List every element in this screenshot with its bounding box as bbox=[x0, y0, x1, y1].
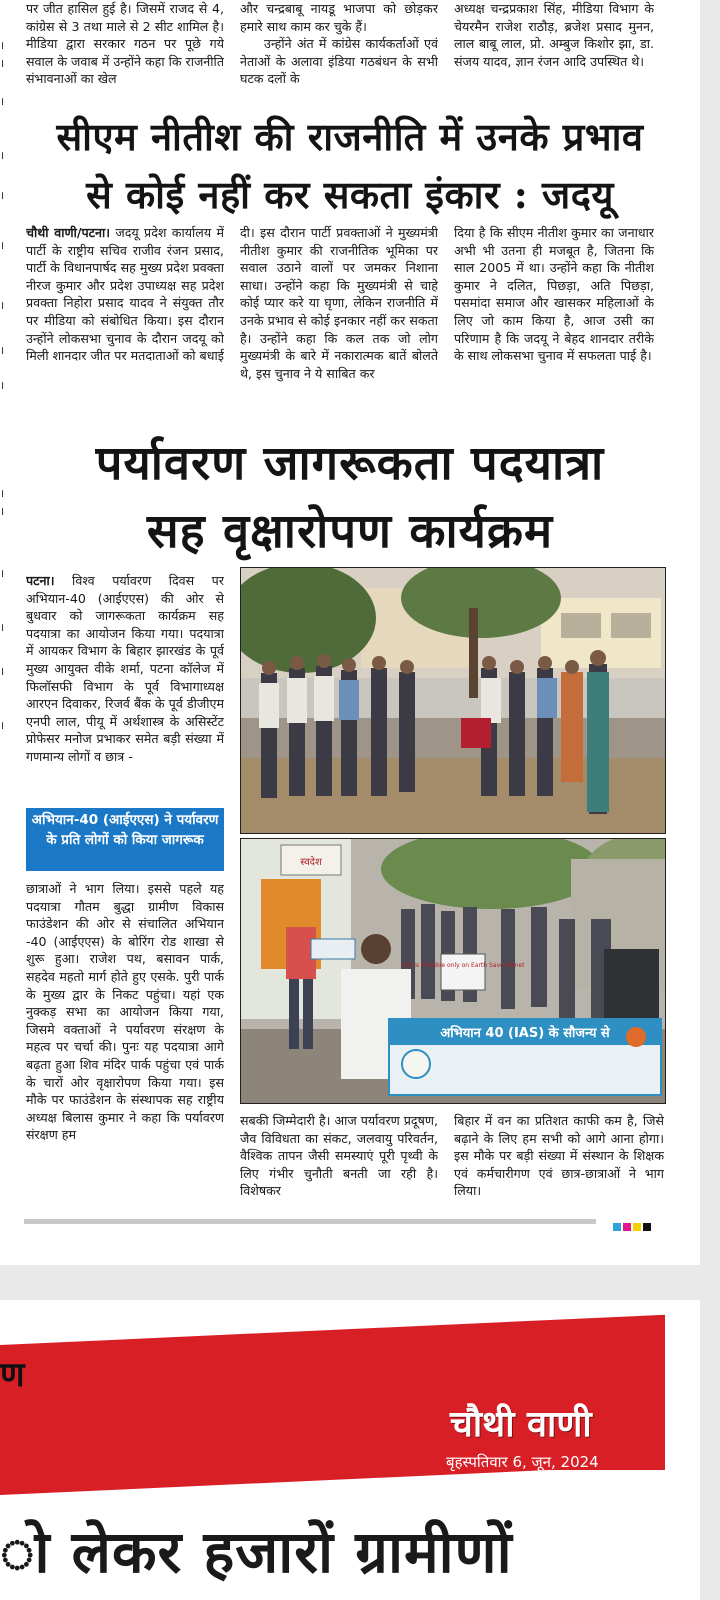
top-column-1 bbox=[26, 0, 224, 94]
story2-column-3-text: बिहार में वन का प्रतिशत काफी कम है, जिसे बढ़ाने के लिए हम सभी को आगे आना होगा। इस मौके पर बड़ी संख्या में संस्थान के शिक्षक एवं कर्मचारीगण एवं छात्र-छात्राओं ने भाग लिया। bbox=[454, 1113, 664, 1199]
headline-nitish bbox=[0, 108, 700, 224]
swatch-magenta bbox=[623, 1223, 631, 1231]
story1-dateline: चौथी वाणी/पटना। bbox=[26, 225, 111, 240]
headline-environment-line2: सह वृक्षारोपण कार्यक्रम bbox=[146, 504, 554, 559]
story1-column-1-text: जदयू प्रदेश कार्यालय में पार्टी के राष्ट्रीय सचिव राजीव रंजन प्रसाद, पार्टी के विधानपार्षद सह मुख्य प्रदेश प्रवक्ता नीरज कुमार और प्रदेश उपाध्यक्ष सह प्रदेश प्रवक्ता निहोरा प्रसाद यादव ने संयुक्त तौर पर मीडिया को संबोधित किया। इस दौरान उन्होंने लोकसभा चुनाव के दौरान जदयू को मिली शानदार जीत पर मतदाताओं को बधाई bbox=[26, 225, 224, 364]
story2-column-1-text-a: विश्व पर्यावरण दिवस पर अभियान-40 (आईएएस) की ओर से बुधवार को जागरूकता कार्यक्रम सह पदयात्रा का आयोजन किया गया। पदयात्रा में आयकर विभाग के बिहार झारखंड के पूर्व मुख्य आयुक्त वीके शर्मा, पटना कॉलेज में फिलॉसफी विभाग के पूर्व विभागाध्यक्ष आरएन दिवाकर, रिजर्व बैंक के पूर्व डीजीएम एनपी लाल, पीयू में अर्थशास्त्र के असिस्टेंट प्रोफेसर मनोज प्रभाकर समेत बड़ी संख्या में गणमान्य लोगों व छात्र - bbox=[26, 573, 224, 764]
swatch-black bbox=[643, 1223, 651, 1231]
story1-column-3 bbox=[454, 224, 654, 400]
story2-column-3 bbox=[454, 1112, 664, 1204]
top-column-3 bbox=[454, 0, 654, 94]
top-column-2 bbox=[240, 0, 438, 94]
placard-text: Life is Possible only on Earth Save Planet bbox=[401, 962, 525, 969]
banner-text: अभियान 40 (IAS) के सौजन्य से bbox=[440, 1026, 610, 1041]
shop-sign-text: स्वदेश bbox=[300, 857, 322, 868]
headline-environment bbox=[0, 430, 700, 566]
headline-environment-line1: पर्यावरण जागरूकता पदयात्रा bbox=[95, 436, 605, 491]
top-column-2-text-b: उन्होंने अंत में कांग्रेस कार्यकर्ताओं एवं नेताओं के अलावा इंडिया गठबंधन के सभी घटक दलों के bbox=[240, 36, 438, 87]
top-column-3-text: अध्यक्ष चन्द्रप्रकाश सिंह, मीडिया विभाग के चेयरमैन राजेश राठौड़, ब्रजेश प्रसाद मुनन, लाल बाबू लाल, प्रो. अम्बुज किशोर झा, डा. संजय यादव, ज्ञान रंजन आदि उपस्थित थे। bbox=[454, 1, 654, 69]
headline-nitish-line2: से कोई नहीं कर सकता इंकार : जदयू bbox=[86, 172, 614, 217]
issue-date: बृहस्पतिवार 6, जून, 2024 bbox=[446, 1453, 599, 1471]
print-color-swatches bbox=[613, 1216, 653, 1235]
callout-box: अभियान-40 (आईएएस) ने पर्यावरण के प्रति लोगों को किया जागरूक bbox=[26, 808, 224, 871]
story1-column-3-text: दिया है कि सीएम नीतीश कुमार का जनाधार अभी भी उतना ही मजबूत है, जितना कि साल 2005 में था। उन्होंने कहा कि नीतीश कुमार ने दलित, पिछड़ा, अति पिछड़ा, पसमांदा समाज और खासकर महिलाओं के लिए जो काम किया है, आज उसी का परिणाम है कि जदयू ने बेहद शानदार तरीके के साथ लोकसभा चुनाव में सफलता पाई है। bbox=[454, 225, 654, 364]
story2-column-1-bottom bbox=[26, 880, 224, 1202]
column-edge-marks: । । । । । । । । । । । । । । । bbox=[0, 39, 5, 732]
story2-column-1-top bbox=[26, 572, 224, 800]
story2-column-1-text-b: छात्राओं ने भाग लिया। इससे पहले यह पदयात्रा गौतम बुद्धा ग्रामीण विकास फाउंडेशन की ओर से संचालित अभियान -40 (आईएएस) के बोरिंग रोड शाखा से शुरू हुआ। राजेश पथ, बसावन पार्क, सहदेव महतो मार्ग होते हुए एसके. पुरी पार्क के मुख्य द्वार के निकट पहुंचा। यहां एक नुक्कड़ सभा का आयोजन किया गया, जिसमे वक्ताओं ने पर्यावरण संरक्षण के महत्व पर चर्चा की। पुनः यह पदयात्रा आगे बढ़ता हुआ शिव मंदिर पार्क पहुंचा एवं पार्क के चारों ओर वृक्षारोपण किया गया। इस मौके पर फाउंडेशन के संस्थापक सह राष्ट्रीय अध्यक्ष बिलास कुमार ने कहा कि पर्यावरण संरक्षण हम bbox=[26, 881, 224, 1143]
top-column-1-text: पर जीत हासिल हुई है। जिसमें राजद से 4, कांग्रेस से 3 तथा माले से 2 सीट शामिल है। मीडिया द्वारा सरकार गठन पर पूछे गये सवाल के जवाब में उन्होंने कहा कि राजनीति संभावनाओं का खेल bbox=[26, 1, 224, 87]
newspaper-logo: चौथी वाणी bbox=[450, 1403, 592, 1445]
next-page bbox=[0, 1300, 700, 1600]
photo-group-plantation bbox=[240, 567, 666, 834]
masthead-fragment: ण bbox=[0, 1355, 25, 1395]
photo-group-plantation-image bbox=[241, 568, 665, 833]
next-page-headline: ो लेकर हजारों ग्रामीणों bbox=[0, 1518, 513, 1586]
story2-column-2-text: सबकी जिम्मेदारी है। आज पर्यावरण प्रदूषण, जैव विविधता का संकट, जलवायु परिवर्तन, वैश्विक तापन जैसी समस्याएं पूरी पृथ्वी के लिए गंभीर चुनौती बनती जा रही है। विशेषकर bbox=[240, 1113, 438, 1199]
photo-awareness-rally-image bbox=[241, 839, 665, 1103]
story1-column-1 bbox=[26, 224, 224, 400]
headline-nitish-line1: सीएम नीतीश की राजनीति में उनके प्रभाव bbox=[56, 114, 644, 159]
swatch-cyan bbox=[613, 1223, 621, 1231]
swatch-yellow bbox=[633, 1223, 641, 1231]
photo-awareness-rally bbox=[240, 838, 666, 1104]
top-column-2-text-a: और चन्द्रबाबू नायडू भाजपा को छोड़कर हमारे साथ काम कर चुके हैं। bbox=[240, 1, 438, 34]
story2-dateline: पटना। bbox=[26, 573, 55, 588]
story2-column-2 bbox=[240, 1112, 438, 1204]
story1-column-2-text: दी। इस दौरान पार्टी प्रवक्ताओं ने मुख्यमंत्री नीतीश कुमार की राजनीतिक भूमिका पर सवाल उठाने वालों पर जमकर निशाना साधा। उन्होंने कहा कि मुख्यमंत्री से चाहे कोई प्यार करे या घृणा, लेकिन राजनीति में उनके प्रभाव से कोई इनकार नहीं कर सकता है। उन्होंने कहा कि कल तक जो लोग मुख्यमंत्री के बारे में नकारात्मक बातें बोलते थे, इस चुनाव ने ये साबित कर bbox=[240, 225, 438, 381]
bottom-rule bbox=[24, 1219, 596, 1224]
story1-column-2 bbox=[240, 224, 438, 400]
